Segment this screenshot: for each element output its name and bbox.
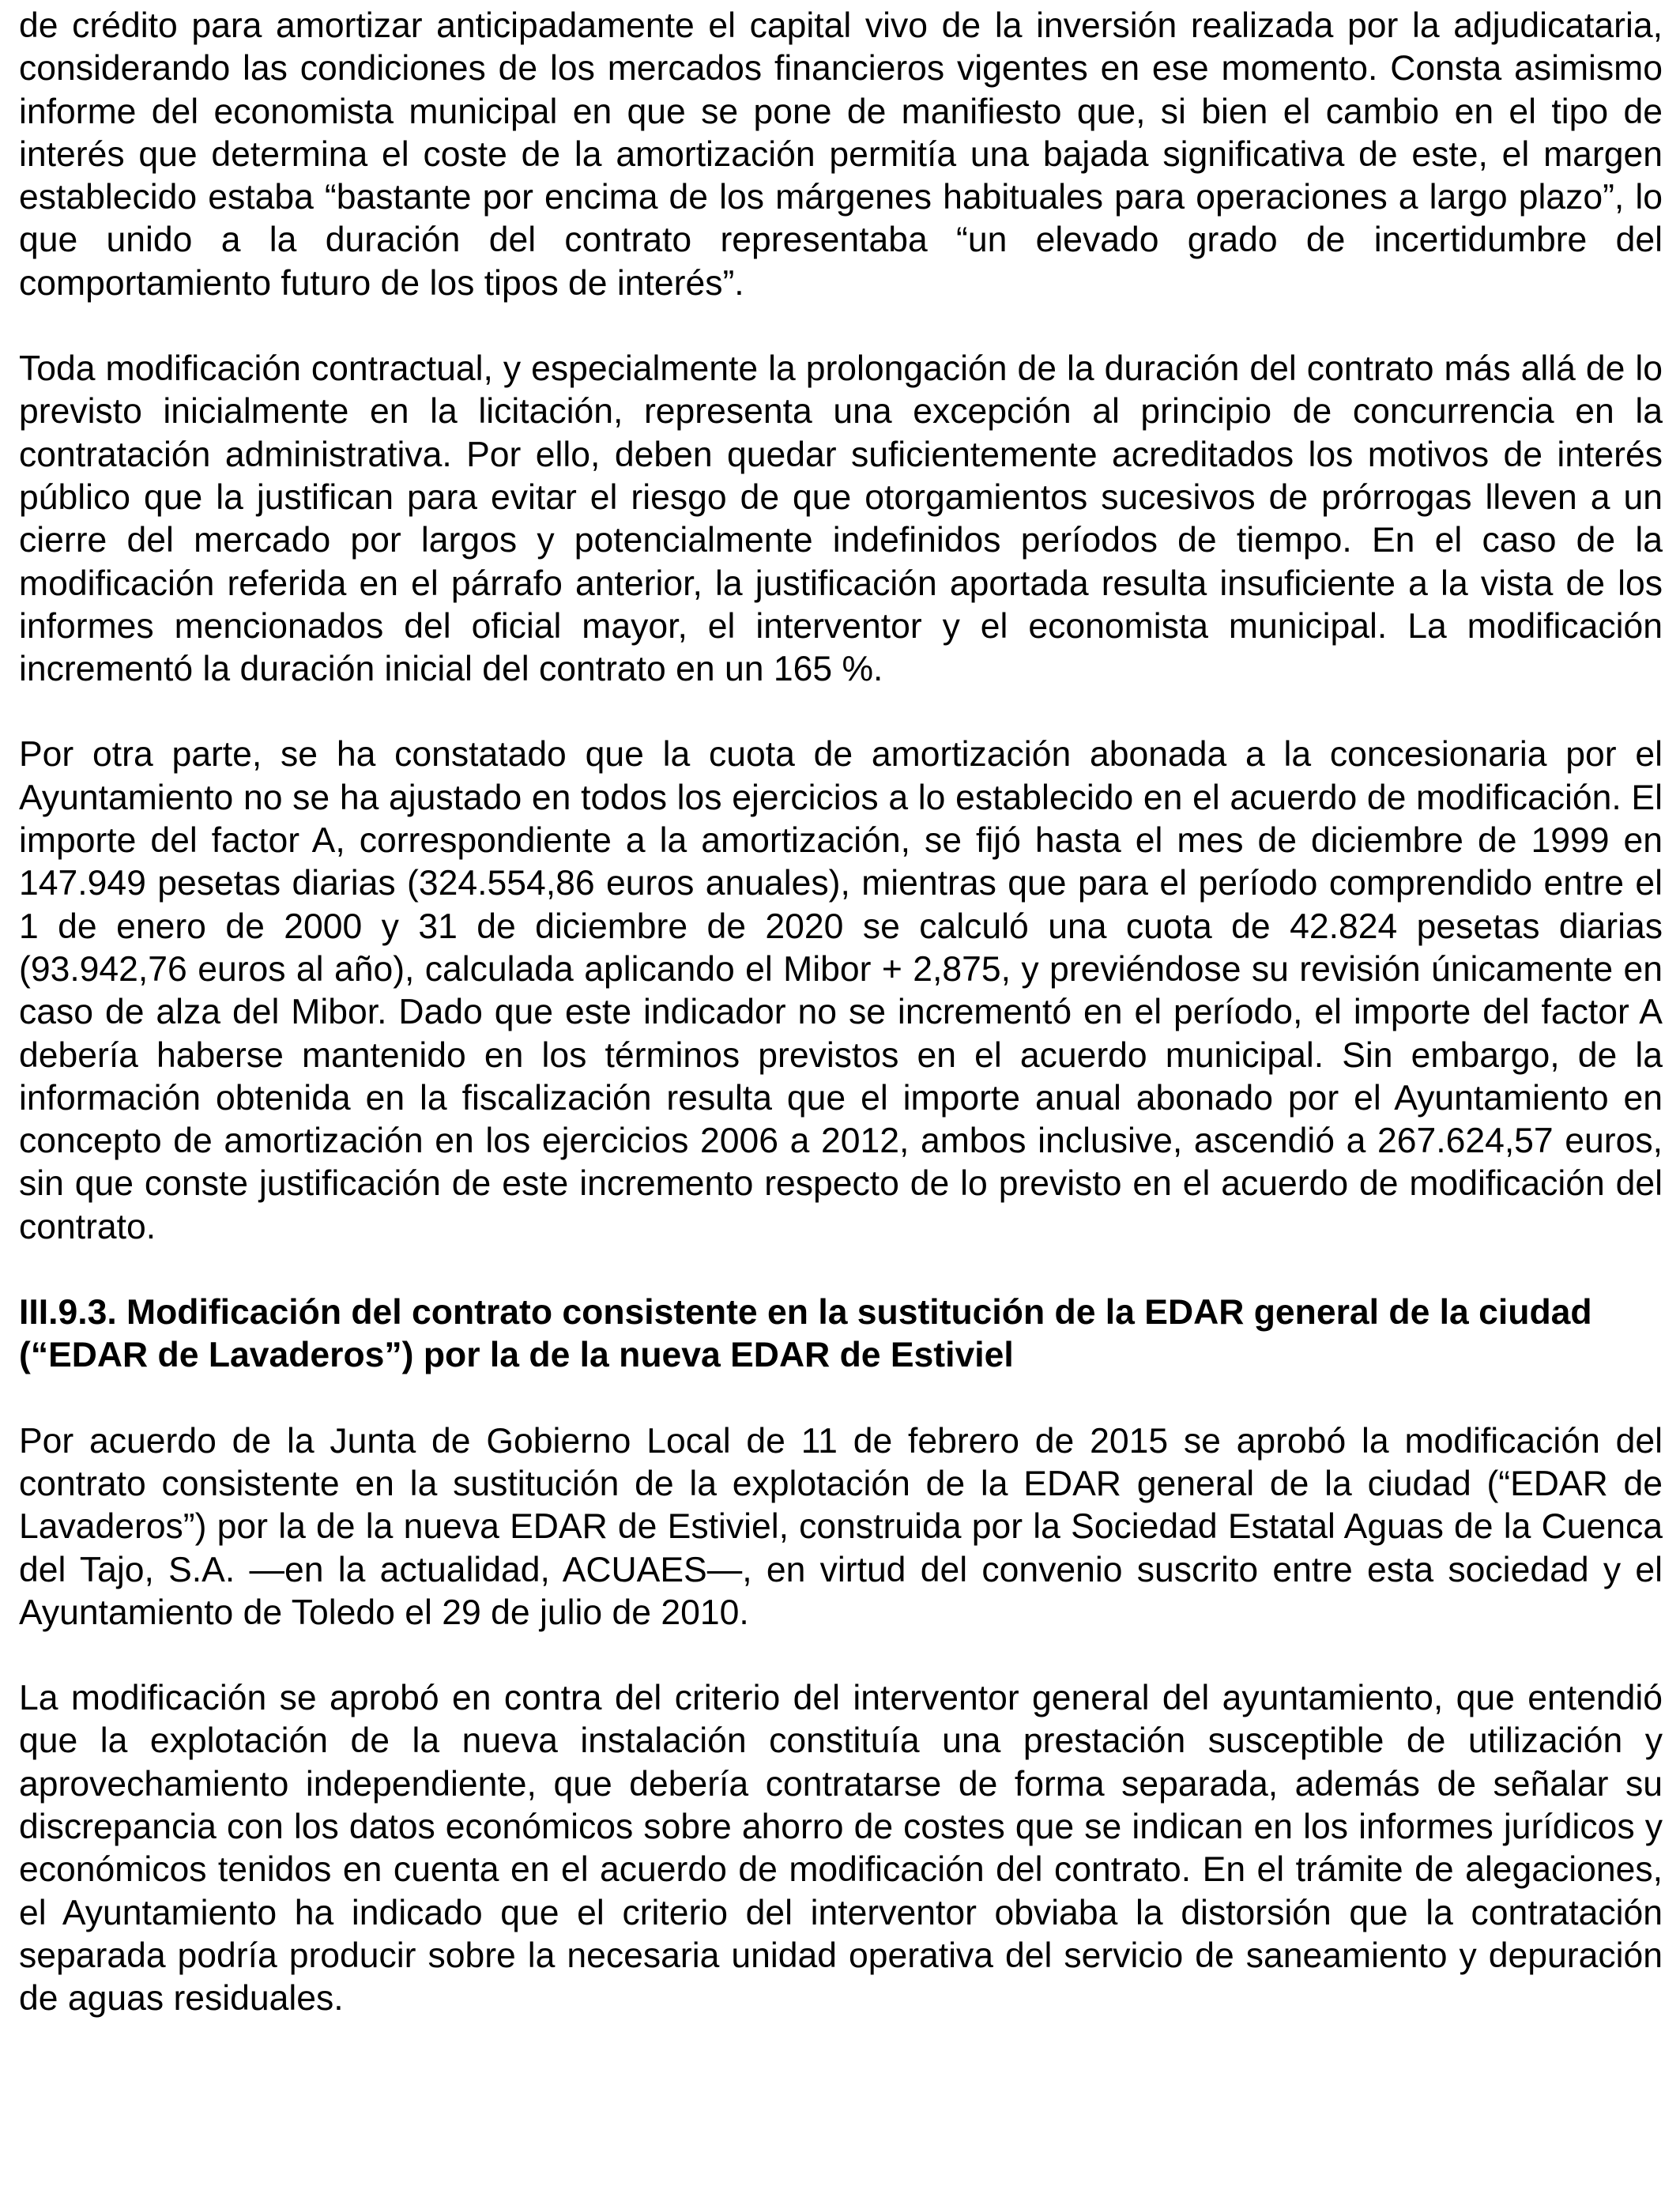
document-page [19,5,1663,2063]
paragraph-edar-substitution: Por acuerdo de la Junta de Gobierno Local de 11 de febrero de 2015 se aprobó la modificación del contrato consistente en la sustitución de la explotación de la EDAR general de la ciudad (“EDAR de Lavaderos”) por la de la nueva EDAR de Estiviel, construida por la Sociedad Estatal Aguas de la Cuenca del Tajo, S.A. —en la actualidad, ACUAES—, en virtud del convenio suscrito entre esta sociedad y el Ayuntamiento de Toledo el 29 de julio de 2010. [19,1421,1663,1632]
paragraph-interventor-criterion: La modificación se aprobó en contra del criterio del interventor general del ayuntamiento, que entendió que la explotación de la nueva instalación constituía una prestación susceptible de utilización y aprovechamiento independiente, que debería contratarse de forma separada, además de señalar su discrepancia con los datos económicos sobre ahorro de costes que se indican en los informes jurídicos y económicos tenidos en cuenta en el acuerdo de modificación del contrato. En el trámite de alegaciones, el Ayuntamiento ha indicado que el criterio del interventor obviaba la distorsión que la contratación separada podría producir sobre la necesaria unidad operativa del servicio de saneamiento y depuración de aguas residuales. [19,1679,1663,2019]
paragraph-amortization-fee: Por otra parte, se ha constatado que la cuota de amortización abonada a la concesionaria por el Ayuntamiento no se ha ajustado en todos los ejercicios a lo establecido en el acuerdo de modificación. El importe del factor A, correspondiente a la amortización, se fijó hasta el mes de diciembre de 1999 en 147.949 pesetas diarias (324.554,86 euros anuales), mientras que para el período comprendido entre el 1 de enero de 2000 y 31 de diciembre de 2020 se calculó una cuota de 42.824 pesetas diarias (93.942,76 euros al año), calculada aplicando el Mibor + 2,875, y previéndose su revisión únicamente en caso de alza del Mibor. Dado que este indicador no se incrementó en el período, el importe del factor A debería haberse mantenido en los términos previstos en el acuerdo municipal. Sin embargo, de la información obtenida en la fiscalización resulta que el importe anual abonado por el Ayuntamiento en concepto de amortización en los ejercicios 2006 a 2012, ambos inclusive, ascendió a 267.624,57 euros, sin que conste justificación de este incremento respecto de lo previsto en el acuerdo de modificación del contrato. [19,735,1663,1246]
section-heading: III.9.3. Modificación del contrato consistente en la sustitución de la EDAR general de la ciudad (“EDAR de Lavaderos”) por la de la nueva EDAR de Estiviel [19,1293,1592,1375]
paragraph-contract-modification: Toda modificación contractual, y especialmente la prolongación de la duración del contrato más allá de lo previsto inicialmente en la licitación, representa una excepción al principio de concurrencia en la contratación administrativa. Por ello, deben quedar suficientemente acreditados los motivos de interés público que la justifican para evitar el riesgo de que otorgamientos sucesivos de prórrogas lleven a un cierre del mercado por largos y potencialmente indefinidos períodos de tiempo. En el caso de la modificación referida en el párrafo anterior, la justificación aportada resulta insuficiente a la vista de los informes mencionados del oficial mayor, el interventor y el economista municipal. La modificación incrementó la duración inicial del contrato en un 165 %. [19,349,1663,689]
paragraph-financing-context: de crédito para amortizar anticipadamente el capital vivo de la inversión realizada por la adjudicataria, considerando las condiciones de los mercados financieros vigentes en ese momento. Consta asimismo informe del economista municipal en que se pone de manifiesto que, si bien el cambio en el tipo de interés que determina el coste de la amortización permitía una bajada significativa de este, el margen establecido estaba “bastante por encima de los márgenes habituales para operaciones a largo plazo”, lo que unido a la duración del contrato representaba “un elevado grado de incertidumbre del comportamiento futuro de los tipos de interés”. [19,6,1663,303]
